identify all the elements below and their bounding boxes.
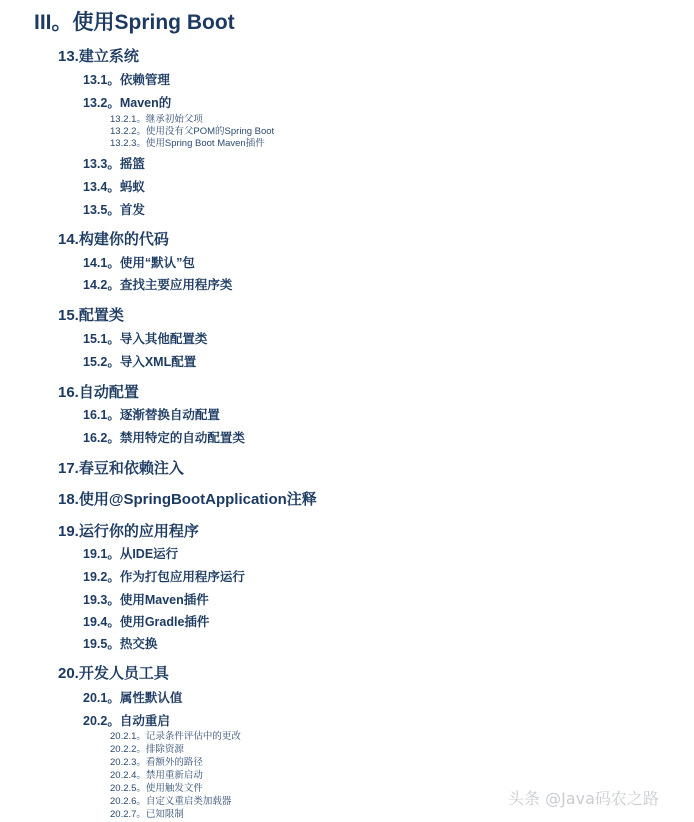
toc-section-14-2[interactable]: 14.2。查找主要应用程序类 [83,278,233,292]
toc-section-19-2[interactable]: 19.2。作为打包应用程序运行 [83,570,245,584]
toc-chapter-15[interactable]: 15.配置类 [58,307,124,324]
toc-subsection-20-2-2[interactable]: 20.2.2。排除资源 [110,744,184,755]
toc-subsection-20-2-3[interactable]: 20.2.3。看额外的路径 [110,757,203,768]
toc-subsection-13-2-2[interactable]: 13.2.2。使用没有父POM的Spring Boot [110,126,275,137]
toc-subsection-13-2-3[interactable]: 13.2.3。使用Spring Boot Maven插件 [110,138,265,149]
toc-section-13-5[interactable]: 13.5。首发 [83,203,145,217]
toc-subsection-20-2-6[interactable]: 20.2.6。自定义重启类加载器 [110,796,232,807]
toc-section-16-1[interactable]: 16.1。逐渐替换自动配置 [83,408,220,422]
toc-chapter-17[interactable]: 17.春豆和依赖注入 [58,460,184,477]
toc-subsection-13-2-1[interactable]: 13.2.1。继承初始父项 [110,114,203,125]
toc-section-13-1[interactable]: 13.1。依赖管理 [83,73,170,87]
toc-section-20-2[interactable]: 20.2。自动重启 [83,714,170,728]
toc-subsection-20-2-4[interactable]: 20.2.4。禁用重新启动 [110,770,203,781]
toc-section-19-3[interactable]: 19.3。使用Maven插件 [83,593,209,607]
toc-chapter-19[interactable]: 19.运行你的应用程序 [58,523,199,540]
toc-chapter-16[interactable]: 16.自动配置 [58,384,139,401]
toc-section-13-3[interactable]: 13.3。摇篮 [83,157,145,171]
toc-subsection-20-2-7[interactable]: 20.2.7。已知限制 [110,809,184,820]
toc-section-20-1[interactable]: 20.1。属性默认值 [83,691,183,705]
toc-chapter-14[interactable]: 14.构建你的代码 [58,231,169,248]
toc-section-15-2[interactable]: 15.2。导入XML配置 [83,355,197,369]
toc-section-15-1[interactable]: 15.1。导入其他配置类 [83,332,208,346]
toc-section-19-4[interactable]: 19.4。使用Gradle插件 [83,615,210,629]
toc-section-19-1[interactable]: 19.1。从IDE运行 [83,547,179,561]
toc-section-14-1[interactable]: 14.1。使用“默认”包 [83,256,195,270]
toc-section-13-4[interactable]: 13.4。蚂蚁 [83,180,145,194]
toc-section-16-2[interactable]: 16.2。禁用特定的自动配置类 [83,431,245,445]
toc-section-19-5[interactable]: 19.5。热交换 [83,637,158,651]
toc-chapter-18[interactable]: 18.使用@SpringBootApplication注释 [58,491,317,508]
toc-section-13-2[interactable]: 13.2。Maven的 [83,96,172,110]
toc-subsection-20-2-5[interactable]: 20.2.5。使用触发文件 [110,783,203,794]
toc-subsection-20-2-1[interactable]: 20.2.1。记录条件评估中的更改 [110,731,241,742]
toc-chapter-13[interactable]: 13.建立系统 [58,48,139,65]
part-title: III。使用Spring Boot [34,11,235,34]
toc-chapter-20[interactable]: 20.开发人员工具 [58,665,169,682]
watermark-text: 头条 @Java码农之路 [508,789,659,808]
